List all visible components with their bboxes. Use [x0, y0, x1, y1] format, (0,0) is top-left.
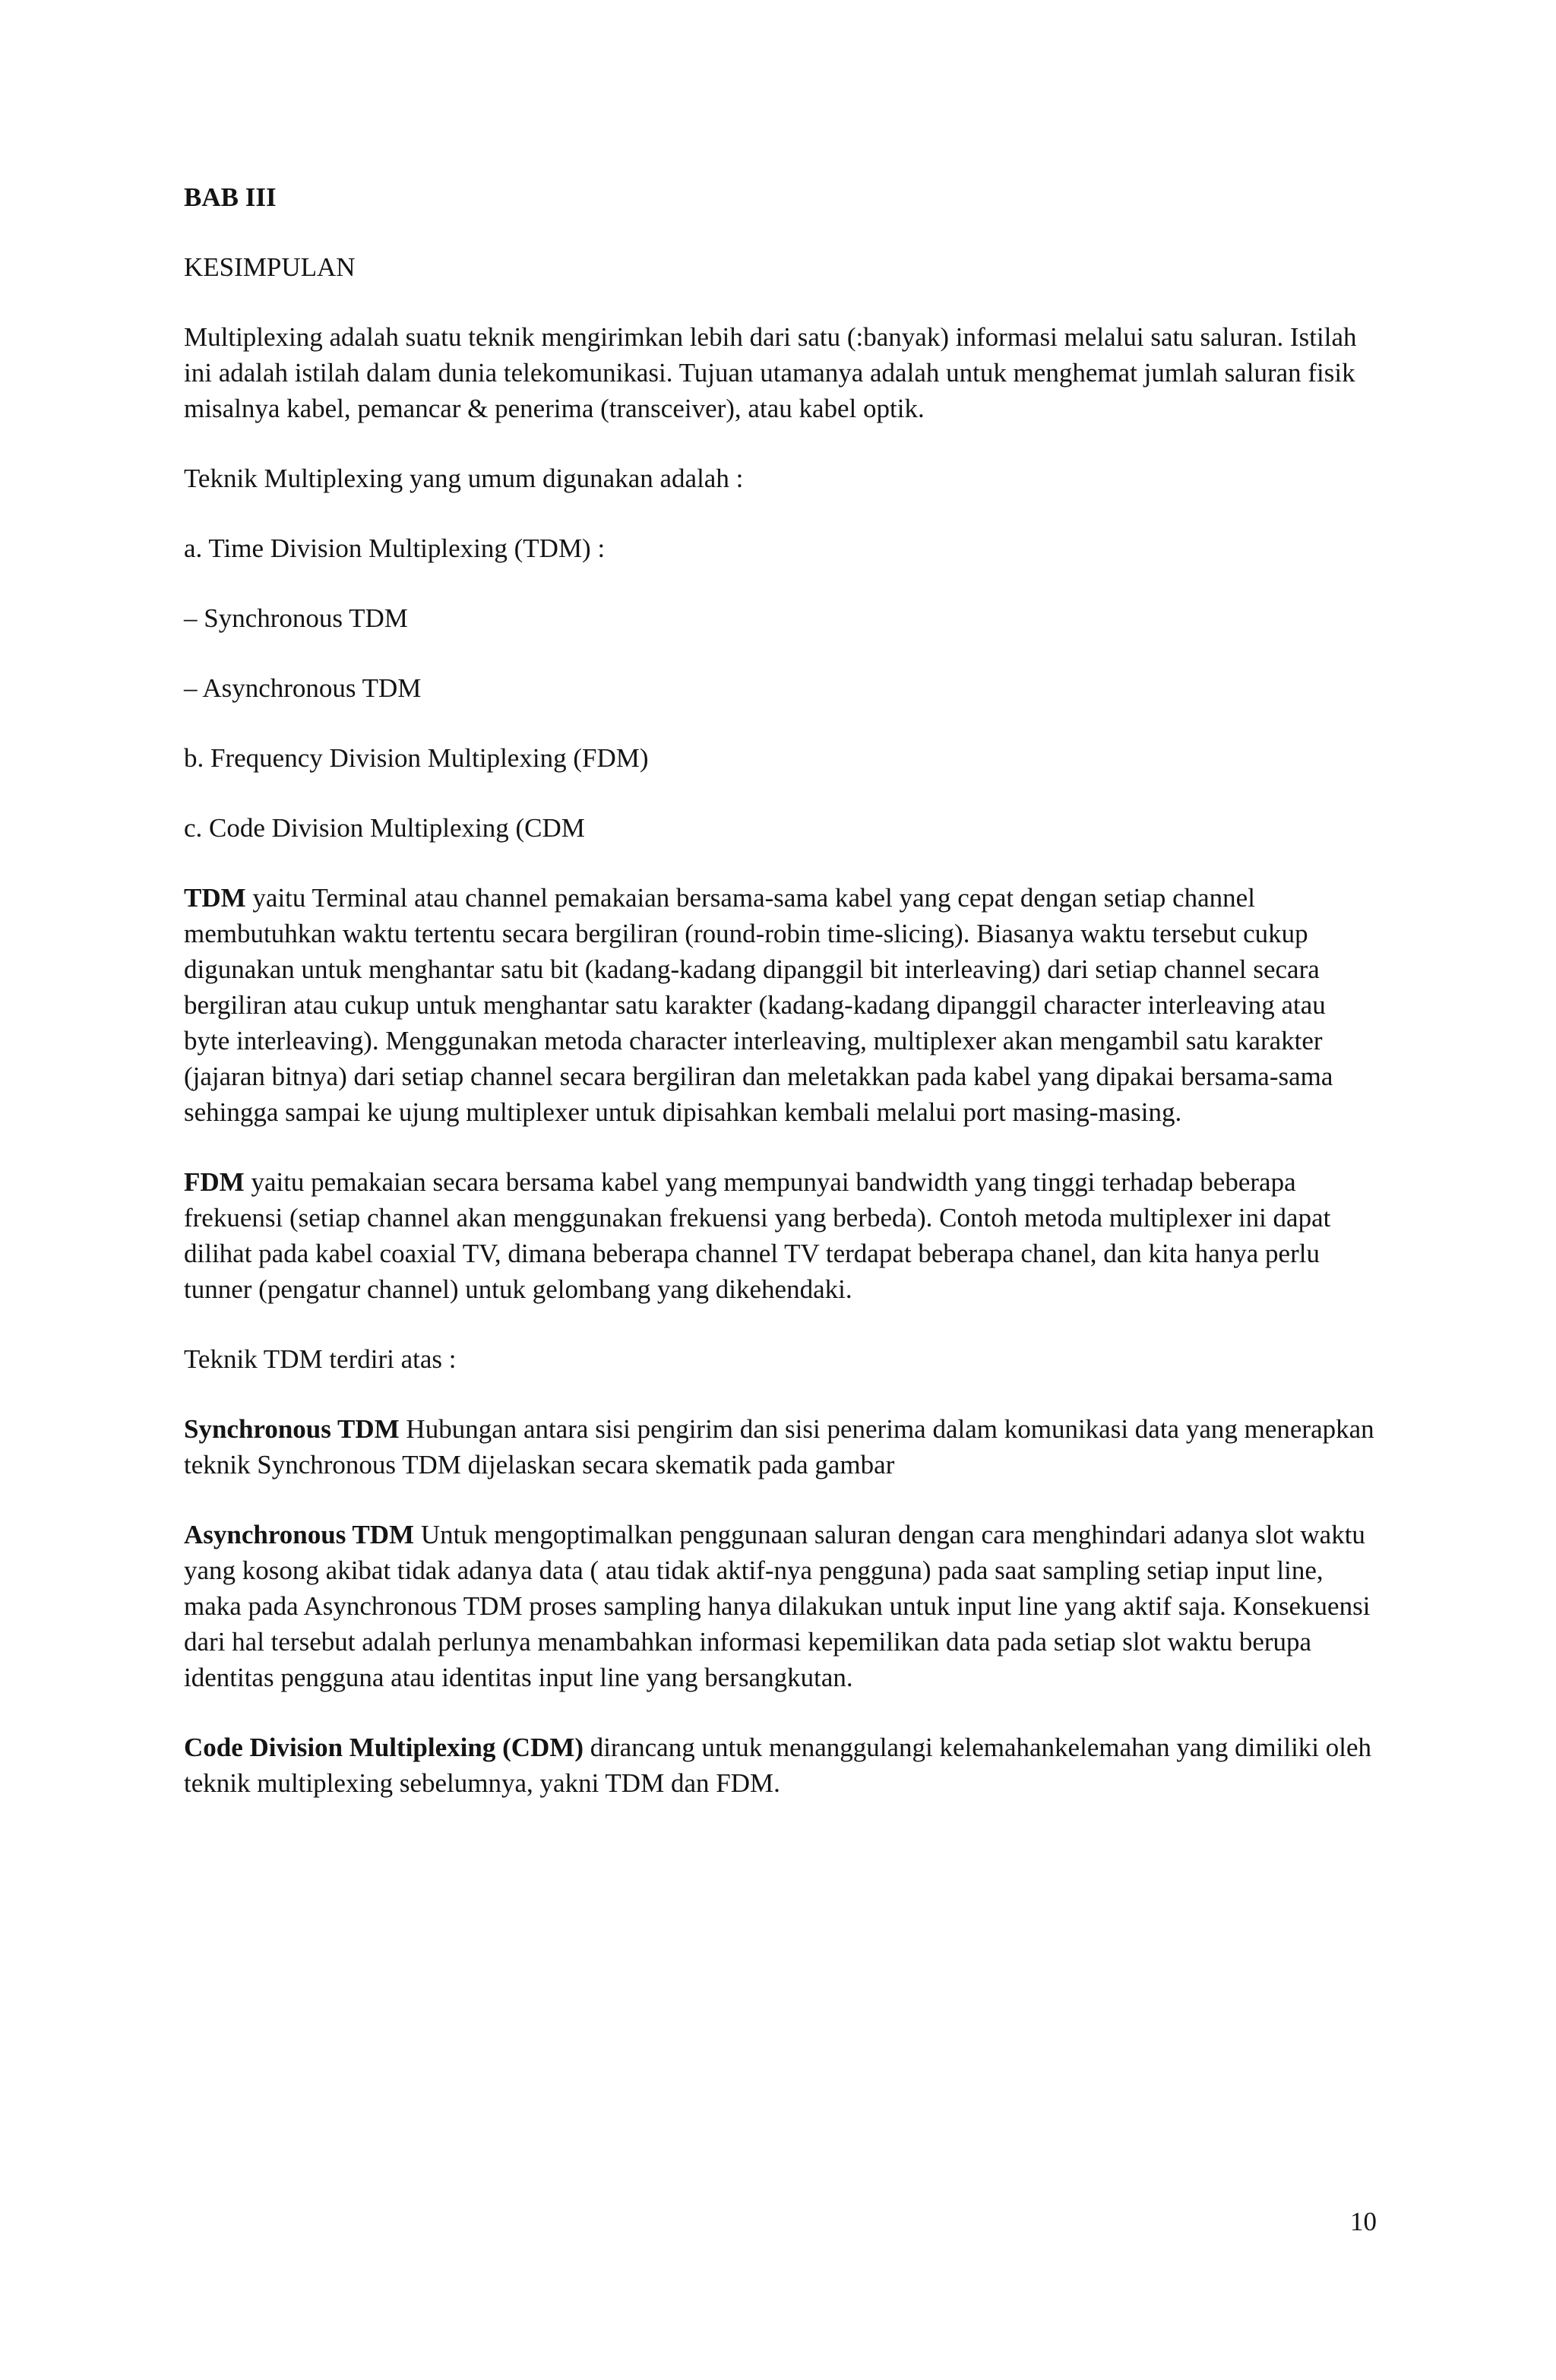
page-content: [184, 179, 1377, 1835]
tdm-paragraph: [184, 880, 1377, 1130]
tdm-consists-heading: Teknik TDM terdiri atas :: [184, 1344, 457, 1374]
asynchronous-term: Asynchronous TDM: [184, 1520, 415, 1549]
sub-item-asynchronous: – Asynchronous TDM: [184, 673, 422, 703]
intro-paragraph: Multiplexing adalah suatu teknik mengirimkan lebih dari satu (:banyak) informasi melalui satu saluran. Istilah ini adalah istilah dalam dunia telekomunikasi. Tujuan utamanya adalah untuk menghemat jumlah saluran fisik misalnya kabel, pemancar & penerima (transceiver), atau kabel optik.: [184, 322, 1357, 423]
chapter-heading: BAB III: [184, 182, 277, 212]
section-heading: KESIMPULAN: [184, 252, 356, 282]
asynchronous-paragraph: [184, 1517, 1377, 1695]
techniques-intro: Teknik Multiplexing yang umum digunakan adalah :: [184, 464, 744, 493]
synchronous-paragraph: [184, 1411, 1377, 1483]
asynchronous-text: Untuk mengoptimalkan penggunaan saluran dengan cara menghindari adanya slot waktu yang kosong akibat tidak adanya data ( atau tidak aktif-nya pengguna) pada saat sampling setiap input line, maka pada Asynchronous TDM proses sampling hanya dilakukan untuk input line yang aktif saja. Konsekuensi dari hal tersebut adalah perlunya menambahkan informasi kepemilikan data pada setiap slot waktu berupa identitas pengguna atau identitas input line yang bersangkutan.: [184, 1520, 1371, 1692]
list-item-tdm: a. Time Division Multiplexing (TDM) :: [184, 533, 606, 563]
synchronous-term: Synchronous TDM: [184, 1414, 400, 1444]
tdm-text: yaitu Terminal atau channel pemakaian bersama-sama kabel yang cepat dengan setiap channel membutuhkan waktu tertentu secara bergiliran (round-robin time-slicing). Biasanya waktu tersebut cukup digunakan untuk menghantar satu bit (kadang-kadang dipanggil bit interleaving) dari setiap channel secara bergiliran atau cukup untuk menghantar satu karakter (kadang-kadang dipanggil character interleaving atau byte interleaving). Menggunakan metoda character interleaving, multiplexer akan mengambil satu karakter (jajaran bitnya) dari setiap channel secara bergiliran dan meletakkan pada kabel yang dipakai bersama-sama sehingga sampai ke ujung multiplexer untuk dipisahkan kembali melalui port masing-masing.: [184, 883, 1333, 1127]
sub-item-synchronous: – Synchronous TDM: [184, 603, 408, 633]
synchronous-text: Hubungan antara sisi pengirim dan sisi penerima dalam komunikasi data yang menerapkan teknik Synchronous TDM dijelaskan secara skematik pada gambar: [184, 1414, 1374, 1480]
fdm-text: yaitu pemakaian secara bersama kabel yang mempunyai bandwidth yang tinggi terhadap beberapa frekuensi (setiap channel akan menggunakan frekuensi yang berbeda). Contoh metoda multiplexer ini dapat dilihat pada kabel coaxial TV, dimana beberapa channel TV terdapat beberapa chanel, dan kita hanya perlu tunner (pengatur channel) untuk gelombang yang dikehendaki.: [184, 1167, 1331, 1304]
page-number: 10: [1350, 2207, 1377, 2236]
cdm-paragraph: [184, 1730, 1377, 1801]
cdm-term: Code Division Multiplexing (CDM): [184, 1733, 584, 1762]
list-item-fdm: b. Frequency Division Multiplexing (FDM): [184, 743, 649, 773]
tdm-term: TDM: [184, 883, 246, 913]
fdm-paragraph: [184, 1164, 1377, 1307]
list-item-cdm: c. Code Division Multiplexing (CDM: [184, 813, 585, 843]
cdm-text: dirancang untuk menanggulangi kelemahankelemahan yang dimiliki oleh teknik multiplexing sebelumnya, yakni TDM dan FDM.: [184, 1733, 1372, 1798]
fdm-term: FDM: [184, 1167, 245, 1197]
